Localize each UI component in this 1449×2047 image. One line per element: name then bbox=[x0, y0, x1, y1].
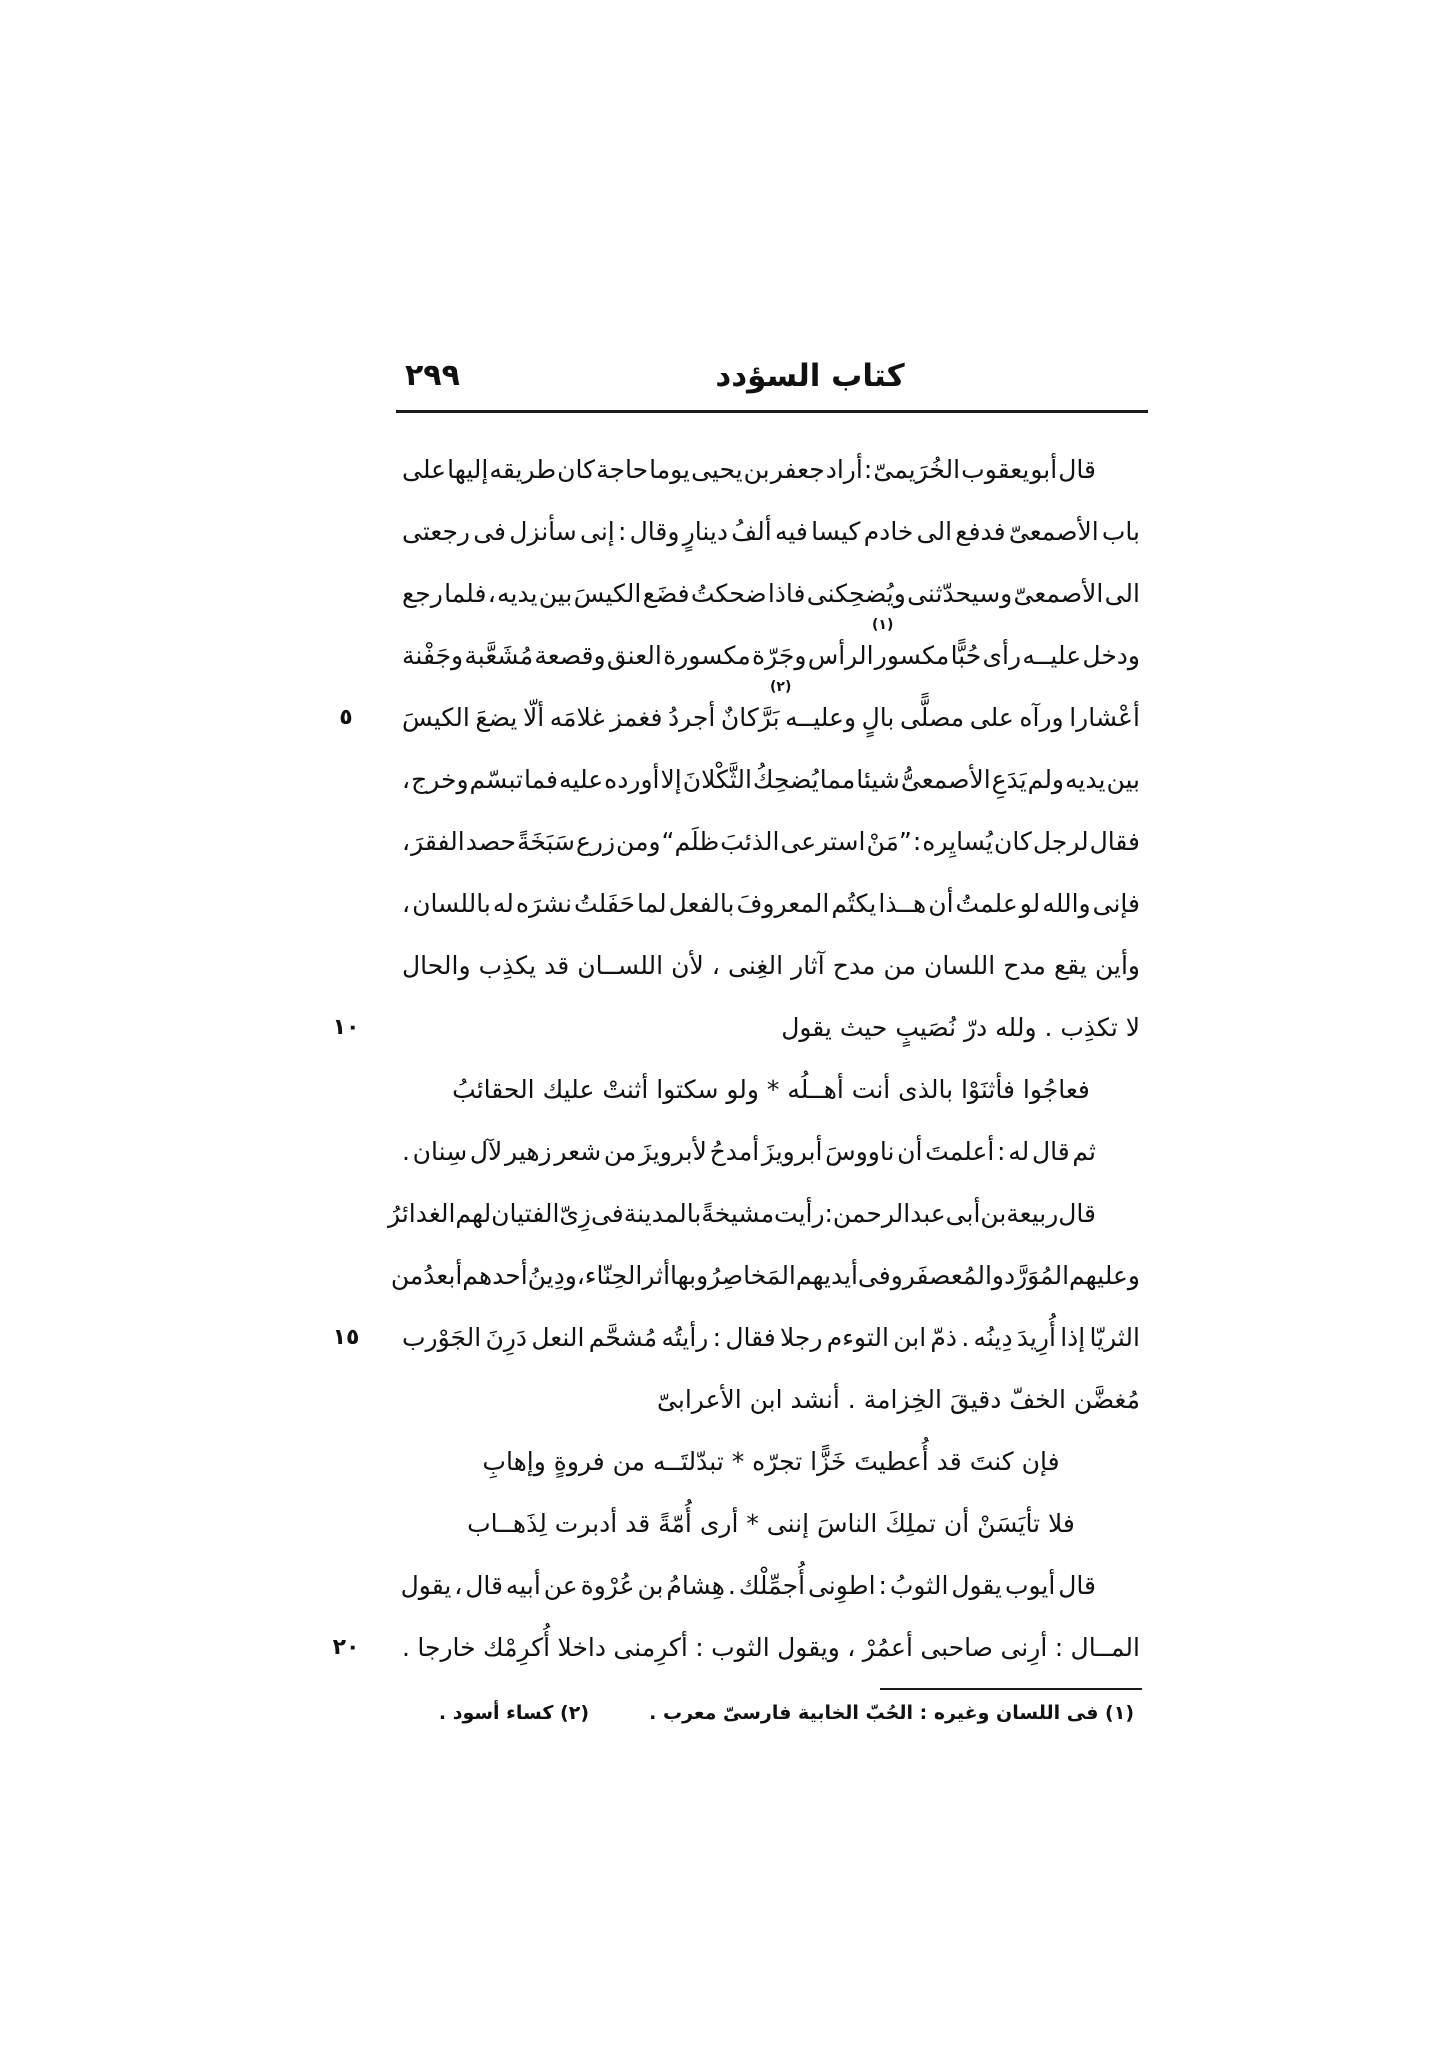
text-line: الثريّا إذا أُرِيدَ دِينُه . ذمّ ابن التوءم رجلا فقال : رأيتُه مُشحَّم النعل دَرِنَ الجَوْرب bbox=[402, 1323, 1140, 1352]
footnote-marker: (١) bbox=[872, 617, 894, 633]
verse-line: فإن كنتَ قد أُعطيتَ خَزًّا تجرّه * تبدّلتَــه من فروةٍ وإهابِ bbox=[482, 1447, 1060, 1476]
text-line: مُغضَّن الخفّ دقيقَ الخِزامة . أنشد ابن الأعرابىّ bbox=[657, 1385, 1140, 1414]
line-number: ١٥ bbox=[332, 1325, 360, 1350]
text-line: ودخل عليــه رأى حُبًّا مكسور الرأس وجَرّة مكسورة العنق وقصعة مُشَعَّبة وجَفْنة bbox=[402, 641, 1140, 670]
text-line: فقال لرجل كان يُسايِره : ”مَنْ استرعى الذئبَ ظلَم“ ومن زرع سَبَخَةً حصد الفقرَ ، bbox=[402, 827, 1140, 856]
text-line: ثم قال له : أعلمتَ أن ناووسَ أبرويزَ أمدحُ لأبرويزَ من شعر زهير لآل سِنان . bbox=[402, 1137, 1096, 1166]
text-line: بين يديه ولم يَدَعِ الأصمعىُّ شيئا مما يُضحِكُ الثَّكْلانَ إلا أورده عليه فما تبسّم وخرج ، bbox=[402, 765, 1140, 794]
line-number: ١٠ bbox=[332, 1015, 360, 1040]
text-line: لا تكذِب . ولله درّ نُصَيبٍ حيث يقول bbox=[781, 1013, 1140, 1042]
text-line: باب الأصمعىّ فدفع الى خادم كيسا فيه ألفُ دينارٍ وقال : إنى سأنزل فى رجعتى bbox=[402, 517, 1140, 546]
footnote: (١) فى اللسان وغيره : الحُبّ الخابية فارسىّ معرب . bbox=[649, 1702, 1134, 1724]
footnote: (٢) كساء أسود . bbox=[438, 1702, 589, 1724]
footnote-rule bbox=[880, 1688, 1142, 1690]
footnote-marker: (٢) bbox=[770, 679, 792, 695]
text-line: قال ربيعة بن أبى عبد الرحمن : رأيت مشيخةً بالمدينة فى زِىّ الفتيان لهم الغدائرُ bbox=[388, 1199, 1096, 1228]
text-line: المــال : أرِنى صاحبى أعمُرْ ، ويقول الثوب : أكرِمنى داخلا أُكرِمْك خارجا . bbox=[402, 1633, 1140, 1662]
text-line: أعْشارا ورآه على مصلًّى بالٍ وعليــه بَرَّكانٌ أجردُ فغمز غلامَه ألّا يضعَ الكيسَ bbox=[402, 703, 1140, 732]
line-number: ٥ bbox=[339, 705, 353, 730]
text-line: وأين يقع مدح اللسان من مدح آثار الغِنى ، لأن اللســان قد يكذِب والحال bbox=[402, 951, 1140, 980]
text-line: قال أبو يعقوب الخُرَيمىّ : أراد جعفر بن يحيى يوما حاجة كان طريقه إليها على bbox=[402, 455, 1096, 484]
header-rule bbox=[396, 410, 1148, 413]
verse-line: فعاجُوا فأثنَوْا بالذى أنت أهــلُه * ولو سكتوا أثنتْ عليك الحقائبُ bbox=[452, 1075, 1090, 1104]
page-number: ٢٩٩ bbox=[405, 358, 460, 393]
line-number: ٢٠ bbox=[332, 1635, 360, 1660]
text-line: فإنى والله لو علمتُ أن هــذا يكتُم المعروفَ بالفعل لما حَفَلتُ نشرَه له باللسان ، bbox=[402, 889, 1140, 918]
text-line: قال أيوب يقول الثوبُ : اطوِنى أُجمِّلْك . هِشامُ بن عُرْوة عن أبيه قال ، يقول bbox=[400, 1571, 1096, 1600]
running-title: كتاب السؤدد bbox=[715, 358, 905, 394]
text-line: الى الأصمعىّ وسيحدّثنى ويُضحِكنى فاذا ضحكتُ فضَع الكيسَ بين يديه ، فلما رجع bbox=[402, 579, 1140, 608]
verse-line: فلا تأيَسَنْ أن تملِكَ الناسَ إننى * أرى أُمّةً قد أدبرت لِذَهــاب bbox=[467, 1509, 1075, 1538]
text-line: وعليهم المُوَرَّد والمُعصفَر وفى أيديهم المَخاصِرُ وبها أثر الحِنّاء ، ودِينُ أحدهم أبعدُ من bbox=[390, 1261, 1140, 1290]
